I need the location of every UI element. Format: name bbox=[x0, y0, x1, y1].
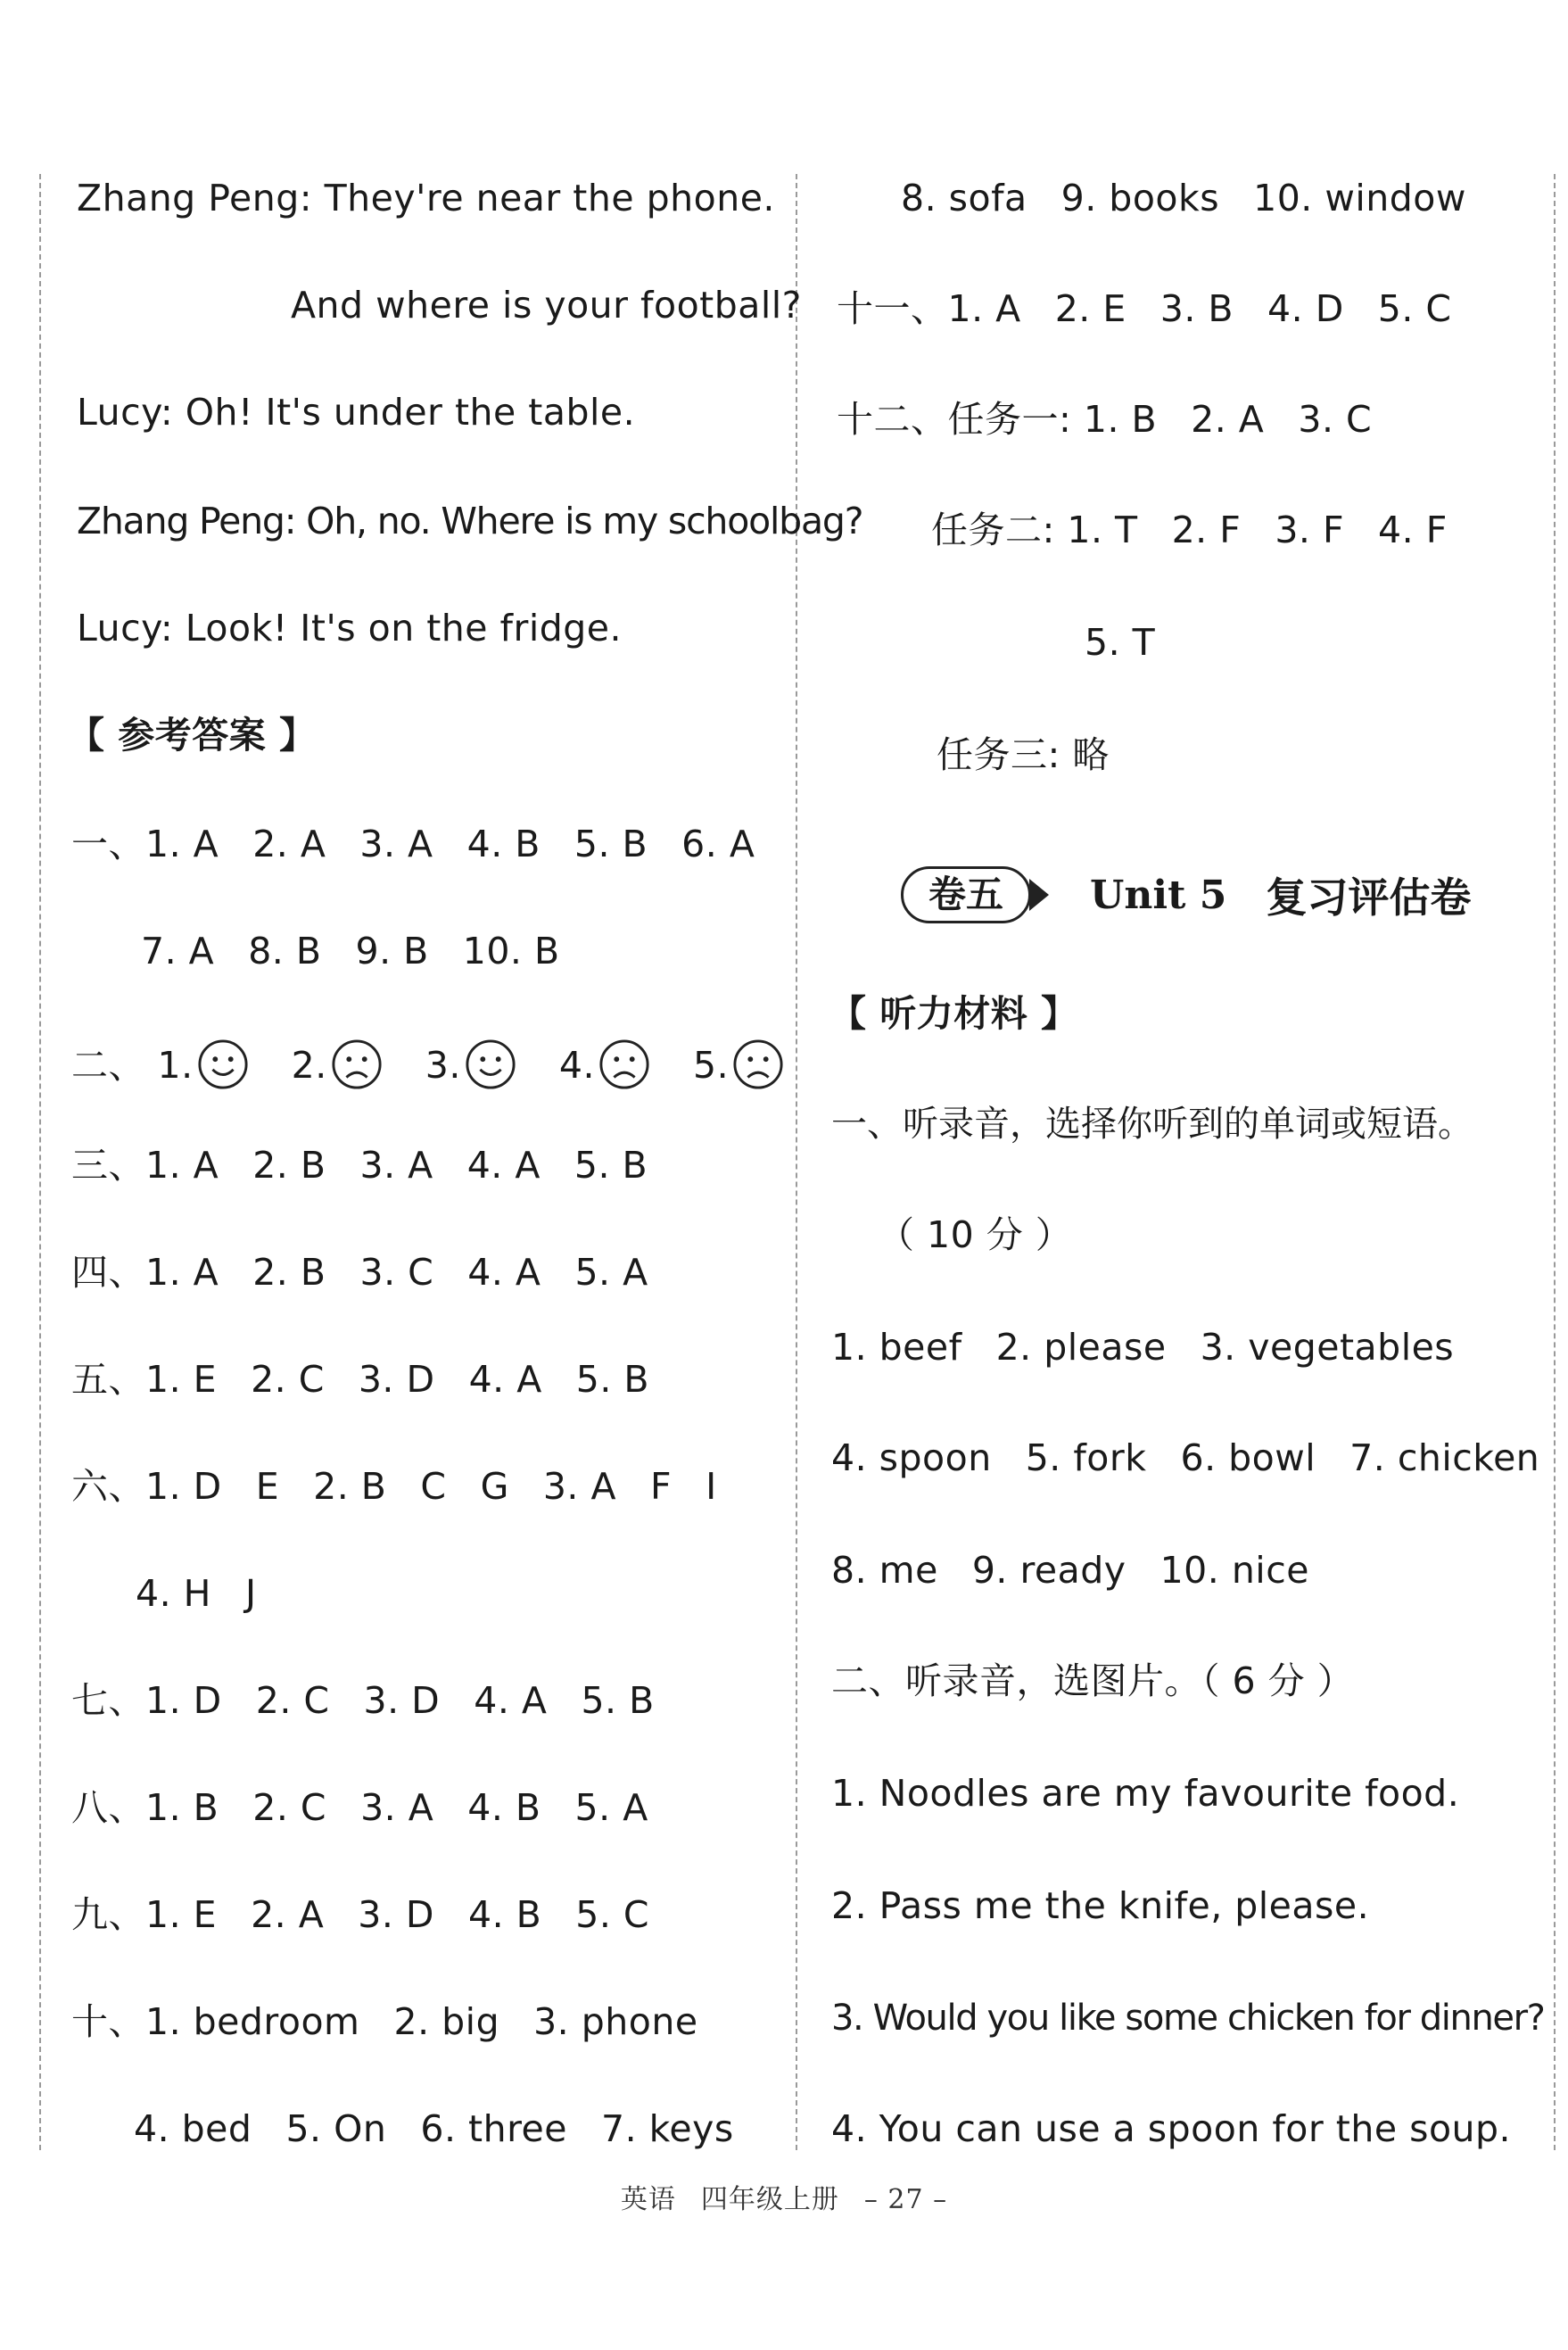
question-10-line-2 bbox=[134, 2104, 734, 2154]
answer-item: 4. A bbox=[468, 1358, 542, 1401]
answer-item: 2. B bbox=[313, 1465, 387, 1508]
section-label: 三、 bbox=[71, 1144, 145, 1187]
answer-item: 5. B bbox=[575, 1358, 650, 1401]
answer-item: I bbox=[706, 1465, 717, 1508]
section-label: 七、 bbox=[71, 1679, 145, 1722]
answer-item: 5. C bbox=[1377, 287, 1452, 330]
answer-item: C bbox=[420, 1465, 447, 1508]
answer-item: 4. B bbox=[467, 1786, 541, 1829]
answer-item: 3. phone bbox=[533, 2000, 698, 2043]
answer-item: 3. D bbox=[363, 1679, 441, 1722]
answer-item: 1. B bbox=[1083, 398, 1158, 441]
unit-label: Unit 5 bbox=[1090, 872, 1227, 918]
answer-item: 7. A bbox=[141, 930, 215, 972]
face-number: 2. bbox=[291, 1044, 327, 1087]
section-label: 五、 bbox=[71, 1358, 145, 1401]
question-3 bbox=[71, 1140, 648, 1190]
word-item: 2. please bbox=[995, 1326, 1167, 1369]
answer-item: 4. B bbox=[468, 1893, 542, 1936]
answer-item: 2. C bbox=[255, 1679, 330, 1722]
answer-item: 1. T bbox=[1067, 509, 1138, 551]
question-6-line-1 bbox=[71, 1461, 717, 1511]
answer-item: J bbox=[244, 1572, 257, 1615]
page-number: – 27 – bbox=[863, 2184, 948, 2215]
answer-item: 1. A bbox=[145, 1251, 219, 1294]
answer-item: 2. A bbox=[1191, 398, 1265, 441]
question-12-task-2 bbox=[931, 505, 1448, 555]
listening-section-2-title: 二、听录音，选图片。（ 6 分 ） bbox=[831, 1659, 1355, 1702]
question-7 bbox=[71, 1676, 655, 1725]
answer-item: 6. three bbox=[420, 2107, 567, 2150]
answer-item: 4. bed bbox=[134, 2107, 252, 2150]
answer-item: 1. D bbox=[145, 1465, 222, 1508]
answer-item: 3. D bbox=[358, 1358, 435, 1401]
word-item: 7. chicken bbox=[1349, 1436, 1540, 1479]
unit-banner bbox=[901, 865, 1471, 924]
answer-item: 2. E bbox=[1054, 287, 1126, 330]
word-item: 4. spoon bbox=[831, 1436, 992, 1479]
answer-item: 1. E bbox=[145, 1893, 218, 1936]
column-divider-dashed-line bbox=[796, 174, 797, 2150]
listening-words-line-2 bbox=[831, 1433, 1539, 1483]
footer-subject: 英语 bbox=[620, 2184, 676, 2215]
volume-tag: 卷五 bbox=[901, 866, 1031, 923]
answer-item: 1. bedroom bbox=[145, 2000, 360, 2043]
answer-item: 2. B bbox=[252, 1144, 326, 1187]
answer-item: 3. A bbox=[360, 1786, 434, 1829]
answer-item: 4. B bbox=[466, 823, 541, 865]
answer-item: 1. D bbox=[145, 1679, 222, 1722]
answer-item: E bbox=[255, 1465, 280, 1508]
task-label: 任务三: bbox=[937, 733, 1060, 776]
listening-words-line-3 bbox=[831, 1545, 1309, 1595]
word-item: 5. fork bbox=[1025, 1436, 1147, 1479]
answer-item: 8. B bbox=[248, 930, 322, 972]
question-4 bbox=[71, 1247, 648, 1297]
listening-sentence: 3. Would you like some chicken for dinner? bbox=[831, 1998, 1545, 2039]
question-10-line-1 bbox=[71, 1997, 698, 2047]
answer-item: 2. C bbox=[252, 1786, 327, 1829]
listening-sentence: 4. You can use a spoon for the soup. bbox=[831, 2107, 1512, 2150]
section-label: 四、 bbox=[71, 1251, 145, 1294]
section-label: 十二、 bbox=[837, 398, 948, 441]
answer-item: 5. A bbox=[574, 1251, 648, 1294]
sad-face-icon bbox=[732, 1038, 784, 1090]
listening-section-1-score: （ 10 分 ） bbox=[878, 1213, 1073, 1256]
answer-item: 1. A bbox=[145, 823, 219, 865]
answer-item: 5. B bbox=[574, 1144, 648, 1187]
word-item: 8. me bbox=[831, 1549, 938, 1592]
section-label: 一、 bbox=[71, 823, 145, 865]
page-footer bbox=[0, 2177, 1568, 2216]
task-label: 任务二: bbox=[931, 509, 1055, 551]
answer-item: 9. books bbox=[1060, 177, 1220, 219]
answer-item: 2. B bbox=[252, 1251, 326, 1294]
answer-item: G bbox=[480, 1465, 509, 1508]
answer-item: 7. keys bbox=[600, 2107, 734, 2150]
word-item: 3. vegetables bbox=[1200, 1326, 1455, 1369]
right-margin-dashed-line bbox=[1554, 174, 1556, 2150]
answer-item: 9. B bbox=[355, 930, 429, 972]
question-12-task-1 bbox=[837, 394, 1372, 444]
question-11 bbox=[837, 284, 1452, 334]
answer-item: 3. C bbox=[359, 1251, 434, 1294]
face-number: 4. bbox=[558, 1044, 596, 1087]
dialogue-line: Lucy: Oh! It's under the table. bbox=[77, 391, 636, 434]
answer-item: 4. D bbox=[1267, 287, 1344, 330]
answer-item: 3. C bbox=[1298, 398, 1373, 441]
smiley-face-icon bbox=[197, 1038, 249, 1090]
answer-item: 5. C bbox=[575, 1893, 650, 1936]
section-label: 十、 bbox=[71, 2000, 145, 2043]
arrow-right-icon bbox=[1029, 879, 1049, 911]
question-12-task-2-line-2 bbox=[1085, 617, 1155, 667]
answer-item: 3. F bbox=[1275, 509, 1345, 551]
answer-item: 5. T bbox=[1085, 621, 1156, 664]
face-number: 5. bbox=[693, 1044, 730, 1087]
answer-item: 3. A bbox=[359, 823, 433, 865]
dialogue-line: Zhang Peng: They're near the phone. bbox=[77, 177, 775, 219]
answer-item: 1. E bbox=[145, 1358, 218, 1401]
answer-item: 5. A bbox=[574, 1786, 648, 1829]
listening-words-line-1 bbox=[831, 1322, 1454, 1372]
question-5 bbox=[71, 1354, 649, 1404]
section-label: 十一、 bbox=[837, 287, 948, 330]
face-number: 1. bbox=[157, 1044, 194, 1087]
sad-face-icon bbox=[598, 1038, 650, 1090]
answer-item: 3. A bbox=[359, 1144, 433, 1187]
answers-heading: 【 参考答案 】 bbox=[68, 714, 317, 757]
answer-item: 8. sofa bbox=[901, 177, 1027, 219]
listening-sentence: 1. Noodles are my favourite food. bbox=[831, 1772, 1460, 1815]
section-label: 九、 bbox=[71, 1893, 145, 1936]
section-label: 二、 bbox=[71, 1044, 145, 1087]
question-10-continued bbox=[901, 173, 1466, 223]
listening-heading: 【 听力材料 】 bbox=[829, 992, 1078, 1035]
word-item: 1. beef bbox=[831, 1326, 962, 1369]
section-label: 八、 bbox=[71, 1786, 145, 1829]
answer-item: 10. window bbox=[1253, 177, 1466, 219]
answer-item: 2. F bbox=[1171, 509, 1242, 551]
answer-item: 5. B bbox=[581, 1679, 655, 1722]
answer-item: 4. A bbox=[466, 1144, 541, 1187]
answer-item: 3. B bbox=[1159, 287, 1234, 330]
word-item: 9. ready bbox=[971, 1549, 1126, 1592]
section-label: 六、 bbox=[71, 1465, 145, 1508]
answer-item: 5. B bbox=[574, 823, 648, 865]
smiley-face-icon bbox=[465, 1038, 516, 1090]
answer-item: 10. B bbox=[462, 930, 560, 972]
footer-grade: 四年级上册 bbox=[700, 2184, 839, 2215]
dialogue-line: Zhang Peng: Oh, no. Where is my schoolbag? bbox=[77, 500, 863, 542]
dialogue-line: And where is your football? bbox=[291, 284, 802, 327]
left-margin-dashed-line bbox=[39, 174, 41, 2150]
answer-item: 6. A bbox=[681, 823, 755, 865]
answer-item: 3. D bbox=[358, 1893, 434, 1936]
answer-item: 2. A bbox=[251, 1893, 325, 1936]
question-1-line-2 bbox=[141, 926, 560, 976]
answer-item: 2. A bbox=[252, 823, 326, 865]
answer-item: 1. A bbox=[947, 287, 1021, 330]
question-8 bbox=[71, 1783, 648, 1833]
answer-item: 1. B bbox=[145, 1786, 219, 1829]
answer-item: 5. On bbox=[285, 2107, 387, 2150]
answer-item: F bbox=[650, 1465, 673, 1508]
question-1-line-1 bbox=[71, 819, 755, 869]
dialogue-line: Lucy: Look! It's on the fridge. bbox=[77, 607, 623, 650]
word-item: 10. nice bbox=[1159, 1549, 1309, 1592]
answer-item: 2. big bbox=[393, 2000, 500, 2043]
answer-item: 4. A bbox=[474, 1679, 548, 1722]
answer-item: 3. A bbox=[542, 1465, 617, 1508]
question-9 bbox=[71, 1890, 649, 1940]
listening-sentence: 2. Pass me the knife, please. bbox=[831, 1884, 1370, 1927]
question-2-faces bbox=[71, 1038, 784, 1090]
answer-item: 略 bbox=[1072, 733, 1110, 776]
answer-item: 4. H bbox=[136, 1572, 211, 1615]
listening-section-1-title: 一、听录音，选择你听到的单词或短语。 bbox=[831, 1104, 1473, 1145]
answer-item: 4. F bbox=[1378, 509, 1448, 551]
word-item: 6. bowl bbox=[1180, 1436, 1316, 1479]
sad-face-icon bbox=[331, 1038, 383, 1090]
answer-item: 4. A bbox=[467, 1251, 541, 1294]
unit-title: 复习评估卷 bbox=[1266, 873, 1472, 922]
task-label: 任务一: bbox=[947, 398, 1072, 441]
question-12-task-3 bbox=[937, 730, 1110, 780]
answer-item: 2. C bbox=[251, 1358, 325, 1401]
face-number: 3. bbox=[425, 1044, 461, 1087]
question-6-line-2 bbox=[136, 1568, 257, 1618]
answer-item: 1. A bbox=[145, 1144, 219, 1187]
